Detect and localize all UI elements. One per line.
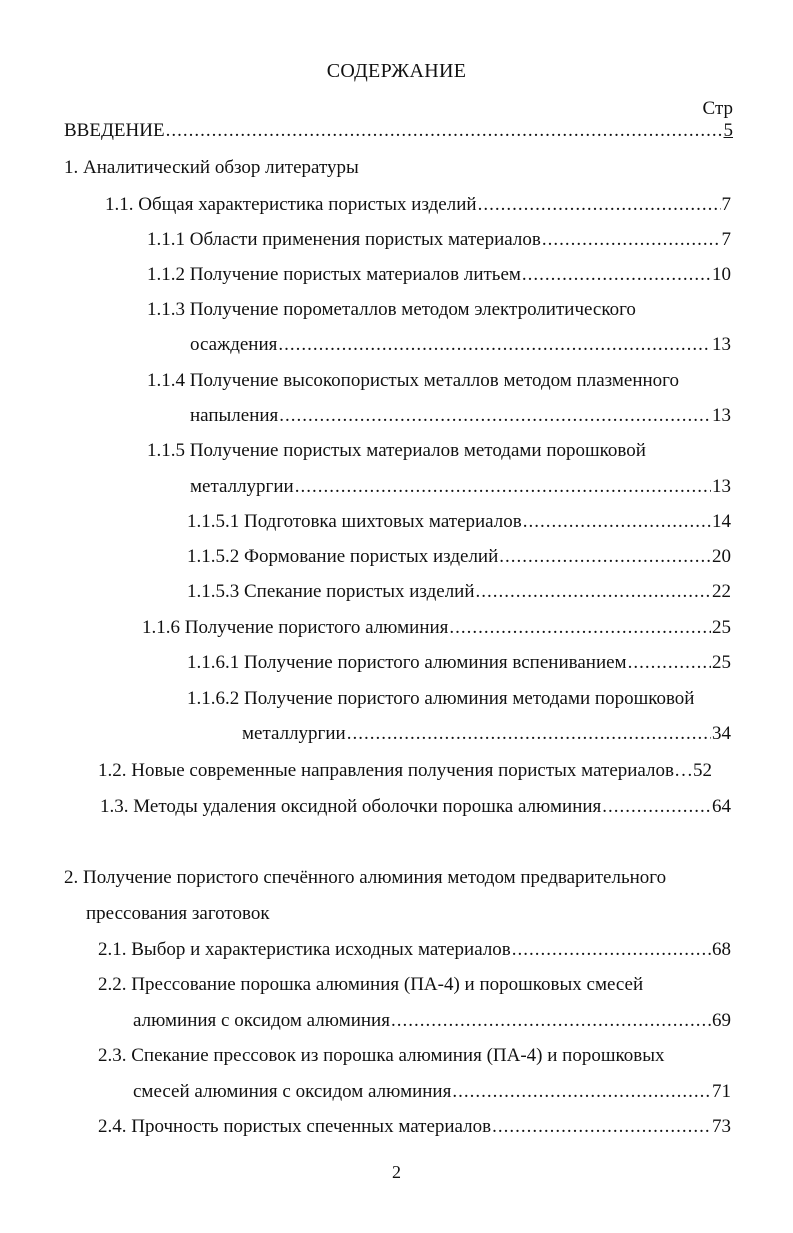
toc-chapter-2-cont[interactable] [86, 901, 270, 927]
toc-entry-1-1-6-2-cont[interactable] [242, 721, 731, 747]
toc-entry-label: металлургии [190, 476, 294, 497]
dot-leader [347, 721, 711, 747]
dot-leader [602, 794, 711, 820]
toc-entry-page: 69 [712, 1010, 731, 1031]
toc-entry-1-1-6-2[interactable] [187, 686, 694, 712]
dot-leader [278, 332, 711, 358]
toc-entry-label: 1.1. Общая характеристика пористых изделий [105, 194, 477, 215]
dot-leader [452, 1079, 711, 1105]
toc-entry-label: 2.1. Выбор и характеристика исходных материалов [98, 939, 511, 960]
toc-entry-label: 1.1.4 Получение высокопористых металлов методом плазменного [147, 370, 679, 391]
toc-entry-label: 1.1.6 Получение пористого алюминия [142, 617, 449, 638]
toc-entry-page: 34 [712, 723, 731, 744]
toc-chapter-1[interactable] [64, 155, 359, 181]
toc-entry-label: осаждения [190, 334, 278, 355]
dot-leader [512, 937, 711, 963]
toc-entry-label: напыления [190, 405, 279, 426]
dot-leader [166, 118, 723, 144]
toc-entry-2-2-cont[interactable] [133, 1008, 731, 1034]
dot-leader [628, 650, 711, 676]
toc-entry-1-1-3[interactable] [147, 297, 636, 323]
toc-entry-intro[interactable] [64, 118, 733, 144]
toc-entry-label: 1.1.5.2 Формование пористых изделий [187, 546, 499, 567]
dot-leader [523, 509, 711, 535]
toc-entry-2-3-cont[interactable] [133, 1079, 731, 1105]
toc-entry-1-1-6[interactable] [142, 615, 731, 641]
page-title: СОДЕРЖАНИЕ [326, 60, 467, 82]
toc-entry-page: 64 [712, 796, 731, 817]
toc-entry-label: 1.1.1 Области применения пористых материалов [147, 229, 541, 250]
dot-leader [542, 227, 721, 253]
dot-leader [476, 579, 711, 605]
toc-entry-1-1-5-3[interactable] [187, 579, 731, 605]
toc-entry-label: 2.3. Спекание прессовок из порошка алюминия (ПА-4) и порошковых [98, 1045, 665, 1066]
toc-entry-2-1[interactable] [98, 937, 731, 963]
toc-entry-2-3[interactable] [98, 1043, 664, 1069]
dot-leader [499, 544, 711, 570]
toc-entry-page: 7 [721, 229, 731, 250]
dot-leader [492, 1114, 711, 1140]
toc-entry-page: 10 [712, 264, 731, 285]
toc-entry-1-1-3-cont[interactable] [190, 332, 731, 358]
toc-entry-2-4[interactable] [98, 1114, 731, 1140]
toc-entry-page: 13 [712, 334, 731, 355]
toc-entry-1-1-5[interactable] [147, 438, 646, 464]
toc-entry-page: 25 [712, 617, 731, 638]
toc-entry-page: 5 [723, 120, 733, 141]
toc-entry-label: 1. Аналитический обзор литературы [64, 157, 359, 178]
toc-entry-label: смесей алюминия с оксидом алюминия [133, 1081, 452, 1102]
toc-entry-1-1[interactable] [105, 192, 731, 218]
toc-entry-2-2[interactable] [98, 972, 643, 998]
toc-entry-label: ВВЕДЕНИЕ [64, 120, 165, 141]
toc-entry-label: металлургии [242, 723, 346, 744]
dot-leader [522, 262, 711, 288]
page-column-label: Стр [702, 98, 733, 119]
toc-entry-label: прессования заготовок [86, 903, 270, 924]
toc-entry-label: алюминия с оксидом алюминия [133, 1010, 390, 1031]
toc-entry-1-1-5-1[interactable] [187, 509, 731, 535]
dot-leader [391, 1008, 711, 1034]
toc-entry-1-2[interactable] [98, 758, 731, 784]
toc-entry-1-1-1[interactable] [147, 227, 731, 253]
toc-entry-1-1-4[interactable] [147, 368, 679, 394]
toc-entry-label: 1.1.5.1 Подготовка шихтовых материалов [187, 511, 522, 532]
toc-entry-label: 1.1.5 Получение пористых материалов методами порошковой [147, 440, 646, 461]
toc-entry-page: 22 [712, 581, 731, 602]
toc-entry-label: 1.1.6.1 Получение пористого алюминия вспениванием [187, 652, 627, 673]
toc-entry-page: 20 [712, 546, 731, 567]
toc-entry-label: 2. Получение пористого спечённого алюминия методом предварительного [64, 867, 667, 888]
toc-entry-1-1-4-cont[interactable] [190, 403, 731, 429]
toc-entry-label: 1.1.3 Получение порометаллов методом электролитического [147, 299, 636, 320]
dot-leader [295, 474, 711, 500]
toc-entry-page: 52 [692, 760, 712, 781]
toc-entry-page: 68 [712, 939, 731, 960]
dot-leader [478, 192, 721, 218]
toc-entry-label: 1.1.5.3 Спекание пористых изделий [187, 581, 475, 602]
dot-leader [279, 403, 711, 429]
toc-chapter-2[interactable] [64, 865, 666, 891]
toc-entry-page: 71 [712, 1081, 731, 1102]
toc-entry-label: 1.1.2 Получение пористых материалов литьем [147, 264, 521, 285]
page-number: 2 [392, 1162, 401, 1182]
toc-entry-page: 73 [712, 1116, 731, 1137]
toc-entry-1-1-5-cont[interactable] [190, 474, 731, 500]
toc-entry-page: 7 [721, 194, 731, 215]
toc-entry-page: 14 [712, 511, 731, 532]
toc-entry-1-1-6-1[interactable] [187, 650, 731, 676]
toc-entry-label: 1.2. Новые современные направления получения пористых материалов… [98, 760, 693, 781]
toc-entry-label: 1.1.6.2 Получение пористого алюминия методами порошковой [187, 688, 695, 709]
toc-entry-label: 2.4. Прочность пористых спеченных материалов [98, 1116, 492, 1137]
dot-leader [449, 615, 711, 641]
toc-entry-label: 2.2. Прессование порошка алюминия (ПА-4) и порошковых смесей [98, 974, 644, 995]
toc-entry-page: 13 [712, 405, 731, 426]
toc-entry-1-3[interactable] [100, 794, 731, 820]
toc-entry-label: 1.3. Методы удаления оксидной оболочки порошка алюминия [100, 796, 602, 817]
toc-entry-page: 25 [712, 652, 731, 673]
toc-entry-1-1-2[interactable] [147, 262, 731, 288]
toc-entry-1-1-5-2[interactable] [187, 544, 731, 570]
toc-entry-page: 13 [712, 476, 731, 497]
